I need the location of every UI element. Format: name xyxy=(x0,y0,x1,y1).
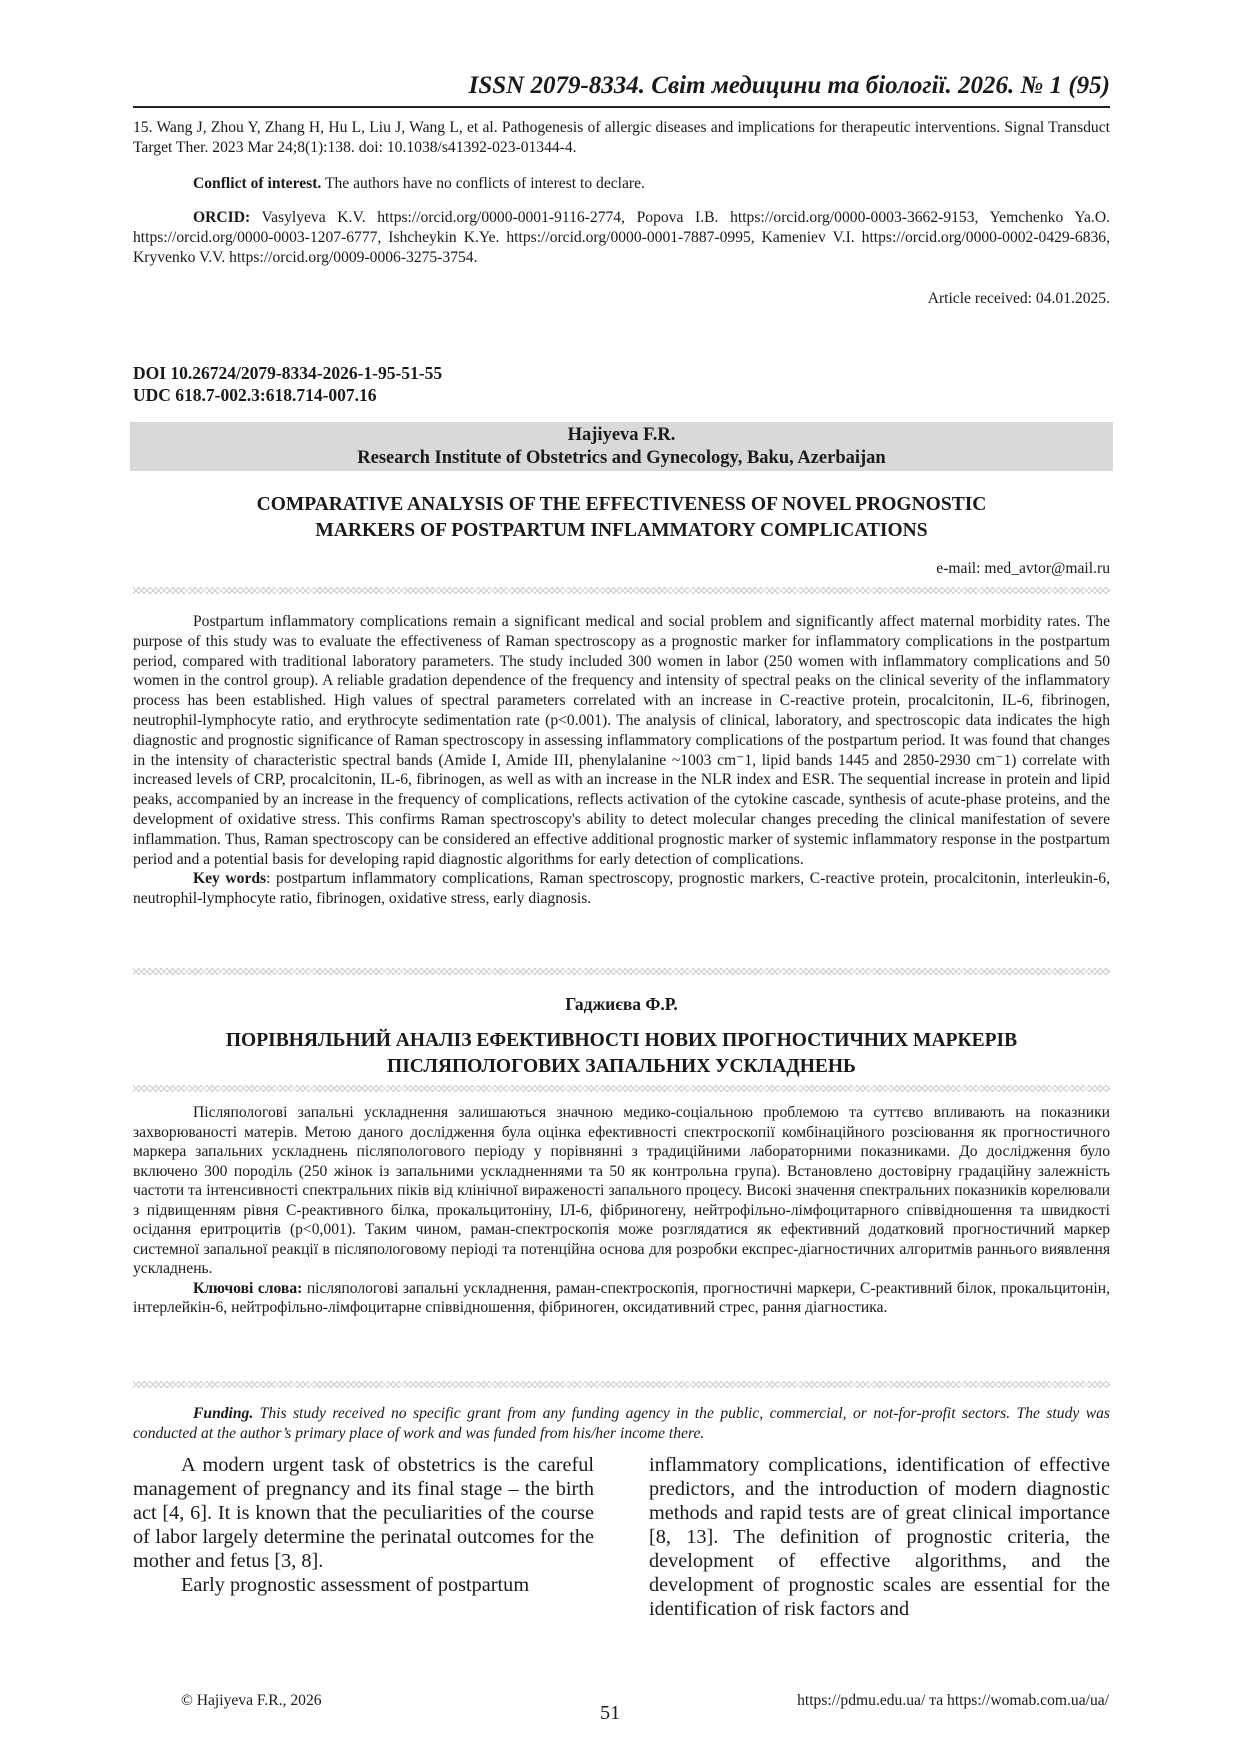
journal-header: ISSN 2079-8334. Світ медицини та біології. 2026. № 1 (95) xyxy=(468,72,1110,99)
copyright: © Hajiyeva F.R., 2026 xyxy=(181,1692,322,1709)
funding-statement xyxy=(133,1404,1110,1444)
abstract-text: Postpartum inflammatory complications remain a significant medical and social problem and significantly affect maternal morbidity rates. The purpose of this study was to evaluate the effectiveness of Raman spectroscopy as a prognostic marker for inflammatory complications in the postpartum period, compared with traditional laboratory parameters. The study included 300 women in labor (250 women with inflammatory complications and 50 women in the control group). A reliable gradation dependence of the frequency and intensity of spectral peaks on the clinical severity of the inflammatory process has been established. High values of spectral parameters correlated with an increase in C-reactive protein, procalcitonin, IL-6, fibrinogen, neutrophil-lymphocyte ratio, and erythrocyte sedimentation rate (p<0.001). The analysis of clinical, laboratory, and spectroscopic data indicates the high diagnostic and prognostic significance of Raman spectroscopy in assessing inflammatory complications of the postpartum period. It was found that changes in the intensity of characteristic spectral bands (Amide I, Amide III, phenylalanine ~1003 cm⁻1, lipid bands 1445 and 2850-2930 cm⁻1) correlate with increased levels of CRP, procalcitonin, IL-6, fibrinogen, as well as with an increase in the NLR index and ESR. The sequential increase in protein and lipid peaks, accompanied by an increase in the frequency of complications, reflects activation of the cytokine cascade, synthesis of acute-phase proteins, and the development of oxidative stress. This confirms Raman spectroscopy's ability to detect molecular changes preceding the clinical manifestation of severe inflammation. Thus, Raman spectroscopy can be considered an effective additional prognostic marker of systemic inflammatory response in the postpartum period and a potential basis for developing rapid diagnostic algorithms for early detection of complications. xyxy=(133,613,1110,868)
funding-text: This study received no specific grant from any funding agency in the public, commercial, or not-for-profit sectors. The study was conducted at the author’s primary place of work and was funded from his/her income there. xyxy=(133,1405,1110,1442)
wavy-divider xyxy=(133,587,1110,594)
body-paragraph: inflammatory complications, identification of effective predictors, and the introduction of modern diagnostic methods and rapid tests are of great clinical importance [8, 13]. The definition of prognostic criteria, the development of effective algorithms, and the development of prognostic scales are essential for the identification of risk factors and xyxy=(649,1454,1110,1620)
title-line-1: COMPARATIVE ANALYSIS OF THE EFFECTIVENESS OF NOVEL PROGNOSTIC xyxy=(256,494,987,515)
orcid-text: Vasylyeva K.V. https://orcid.org/0000-0001-9116-2774, Popova I.B. https://orcid.org/0000-0003-3662-9153, Yemchenko Ya.O. https://orcid.org/0000-0003-1207-6777, Ishcheykin K.Ye. https://orcid.org/0000-0001-7887-0995, Kameniev V.I. https://orcid.org/0000-0002-0429-6836, Kryvenko V.V. https://orcid.org/0009-0006-3275-3754. xyxy=(133,209,1110,266)
author-institute: Research Institute of Obstetrics and Gynecology, Baku, Azerbaijan xyxy=(357,448,886,468)
body-paragraph: A modern urgent task of obstetrics is the careful management of pregnancy and its final stage – the birth act [4, 6]. It is known that the peculiarities of the course of labor largely determine the perinatal outcomes for the mother and fetus [3, 8]. xyxy=(133,1454,594,1572)
doi: DOI 10.26724/2079-8334-2026-1-95-51-55 xyxy=(133,363,443,383)
ukr-title-line-1: ПОРІВНЯЛЬНИЙ АНАЛІЗ ЕФЕКТИВНОСТІ НОВИХ ПРОГНОСТИЧНИХ МАРКЕРІВ xyxy=(225,1030,1018,1051)
ukr-keywords-text: післяпологові запальні ускладнення, раман-спектроскопія, прогностичні маркери, С-реактивний білок, прокальцитонін, інтерлейкін-6, нейтрофільно-лімфоцитарне співвідношення, фібриноген, оксидативний стрес, рання діагностика. xyxy=(133,1279,1110,1316)
footer-urls: https://pdmu.edu.ua/ та https://womab.com.ua/ua/ xyxy=(797,1692,1109,1709)
article-title xyxy=(133,492,1110,544)
orcid-label: ORCID: xyxy=(193,209,251,226)
wavy-divider xyxy=(133,1381,1110,1388)
orcid-block xyxy=(133,208,1110,268)
article-received: Article received: 04.01.2025. xyxy=(927,290,1110,307)
wavy-divider xyxy=(133,968,1110,975)
header-rule xyxy=(133,106,1110,108)
keywords-label: Key words xyxy=(193,870,267,888)
doi-udc xyxy=(133,362,442,406)
email: e-mail: med_avtor@mail.ru xyxy=(936,560,1110,577)
conflict-text: The authors have no conflicts of interest to declare. xyxy=(321,175,645,192)
page-number: 51 xyxy=(600,1702,621,1724)
title-line-2: MARKERS OF POSTPARTUM INFLAMMATORY COMPLICATIONS xyxy=(315,520,928,541)
author-block xyxy=(133,424,1110,470)
english-abstract xyxy=(133,612,1110,909)
ukr-keywords-label: Ключові слова: xyxy=(193,1279,303,1297)
funding-label: Funding. xyxy=(193,1405,254,1422)
wavy-divider xyxy=(133,1085,1110,1092)
ukr-keywords xyxy=(133,1279,1110,1318)
keywords xyxy=(133,869,1110,909)
conflict-label: Conflict of interest. xyxy=(193,175,322,192)
ukr-abstract-text: Післяпологові запальні ускладнення залишаються значною медико-соціальною проблемою та суттєво впливають на показники захворюваності матерів. Метою даного дослідження була оцінка ефективності спектроскопії комбінаційного розсіювання як прогностичного маркера запальних ускладнень післяпологового періоду у порівнянні з традиційними лабораторними показниками. До дослідження було включено 300 породіль (250 жінок із запальними ускладненнями та 50 як контрольна група). Встановлено достовірну градаційну залежність частоти та інтенсивності спектральних піків від клінічної вираженості запального процесу. Високі значення спектральних показників корелювали з підвищенням рівня С-реактивного білка, прокальцитоніну, ІЛ-6, фібриногену, нейтрофільно-лімфоцитарного співвідношення та швидкості осідання еритроцитів (p<0,001). Таким чином, раман-спектроскопія може розглядатися як ефективний додатковий прогностичний маркер системної запальної реакції в післяпологовому періоді та потенційна основа для розробки експрес-діагностичних алгоритмів раннього виявлення ускладнень. xyxy=(133,1104,1110,1277)
keywords-text: : postpartum inflammatory complications, Raman spectroscopy, prognostic markers, C-reactive protein, procalcitonin, interleukin-6, neutrophil-lymphocyte ratio, fibrinogen, oxidative stress, early diagnosis. xyxy=(133,870,1110,908)
body-column-left xyxy=(133,1453,594,1597)
author-name: Hajiyeva F.R. xyxy=(567,425,676,445)
ukr-abstract xyxy=(133,1103,1110,1318)
body-column-right xyxy=(649,1453,1110,1621)
ukr-title-line-2: ПІСЛЯПОЛОГОВИХ ЗАПАЛЬНИХ УСКЛАДНЕНЬ xyxy=(387,1056,856,1077)
body-paragraph: Early prognostic assessment of postpartum xyxy=(181,1574,530,1596)
conflict-of-interest xyxy=(133,174,1110,194)
reference-item: 15. Wang J, Zhou Y, Zhang H, Hu L, Liu J, Wang L, et al. Pathogenesis of allergic diseases and implications for therapeutic interventions. Signal Transduct Target Ther. 2023 Mar 24;8(1):138. doi: 10.1038/s41392-023-01344-4. xyxy=(133,119,1110,156)
ukr-title xyxy=(133,1028,1110,1080)
ukr-author: Гаджиєва Ф.Р. xyxy=(565,994,678,1014)
udc: UDC 618.7-002.3:618.714-007.16 xyxy=(133,385,377,405)
